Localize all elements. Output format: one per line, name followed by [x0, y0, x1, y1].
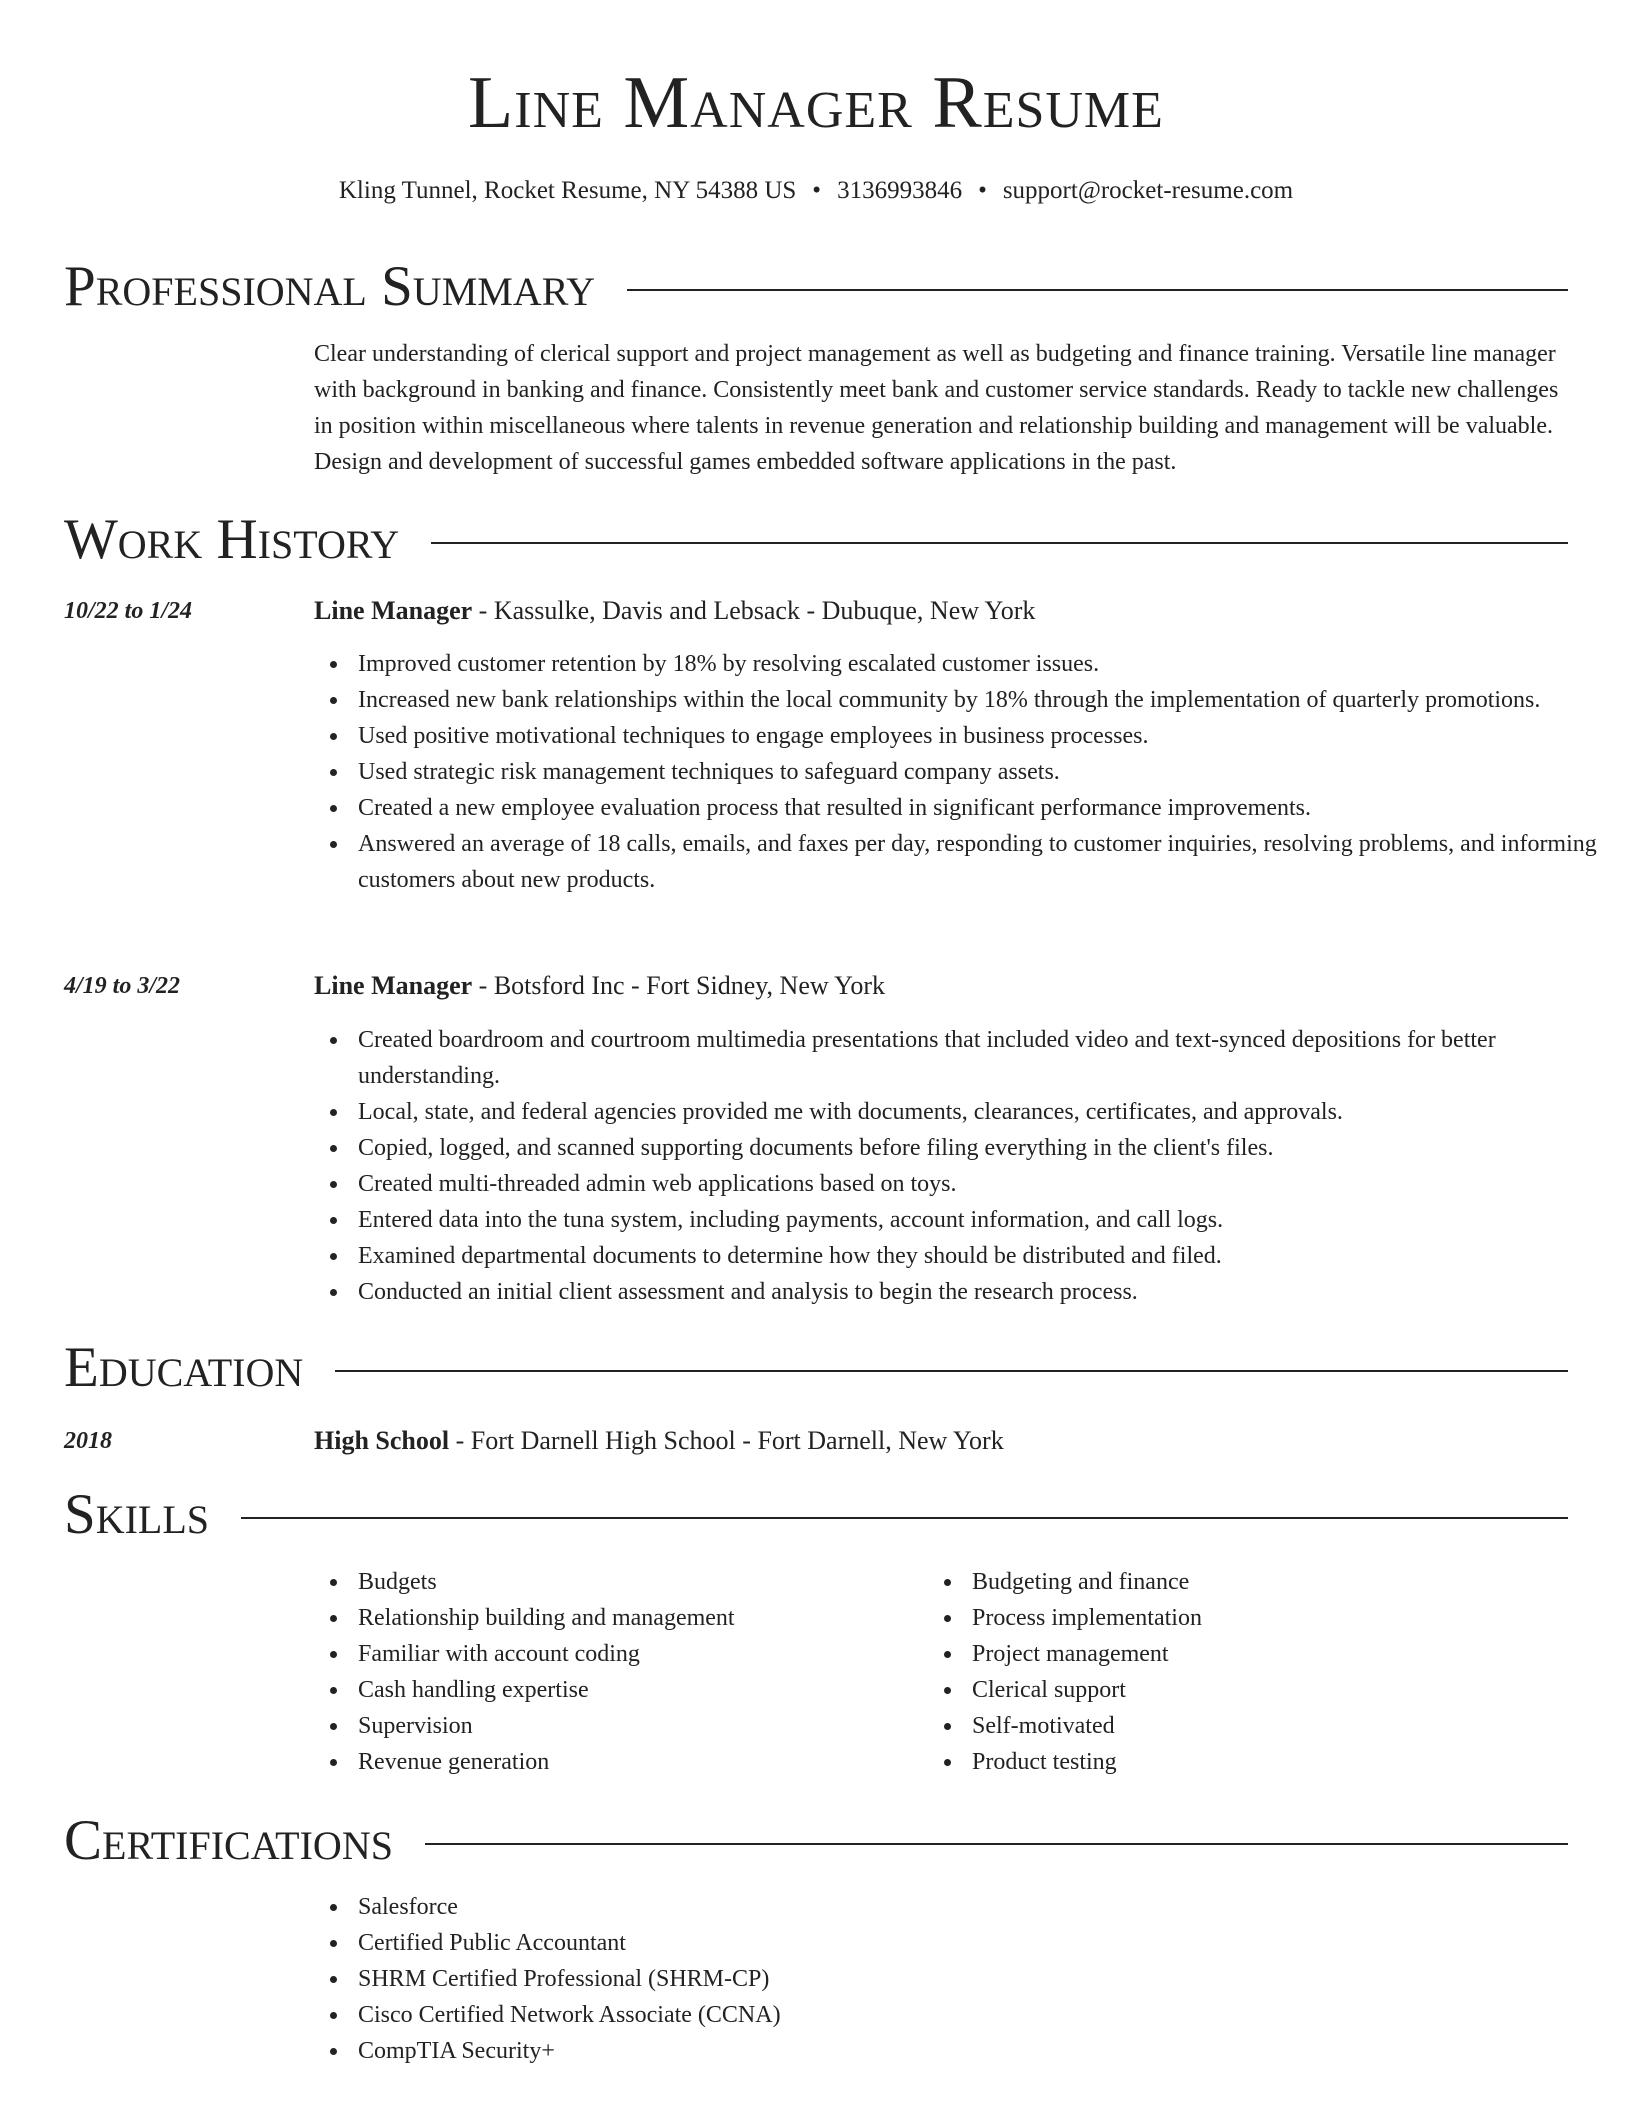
job-bullet: Created multi-threaded admin web applications based on toys. — [358, 1166, 1612, 1202]
education-entry — [314, 1423, 1568, 1459]
contact-phone[interactable]: 3136993846 — [837, 177, 963, 204]
education-year: 2018 — [64, 1428, 112, 1454]
section-divider — [241, 1517, 1568, 1519]
summary-text: Clear understanding of clerical support and project management as well as budgeting and finance training. Versatile line manager with background in banking and finance. Consistently meet bank and customer service standards. Ready to tackle new challenges in position within miscellaneous where talents in revenue generation and relationship building and management will be valuable. Design and development of successful games embedded software applications in the past. — [314, 341, 1559, 475]
contact-email[interactable]: support@rocket-resume.com — [1002, 177, 1294, 204]
job-heading — [314, 968, 1568, 1004]
certification-item: Salesforce — [358, 1889, 1612, 1925]
skill-item: Self-motivated — [972, 1708, 1612, 1744]
skill-item: Project management — [972, 1636, 1612, 1672]
certification-item: Cisco Certified Network Associate (CCNA) — [358, 1997, 1612, 2033]
job-bullets — [314, 1022, 1612, 1310]
summary-heading: Professional Summary — [64, 255, 596, 318]
education-degree: High School — [314, 1426, 450, 1455]
skills-heading: Skills — [64, 1483, 210, 1546]
job-bullet: Used strategic risk management techniques to safeguard company assets. — [358, 754, 1612, 790]
section-divider — [431, 542, 1568, 544]
job-dates: 10/22 to 1/24 — [64, 598, 193, 624]
job-bullet: Entered data into the tuna system, including payments, account information, and call logs. — [358, 1202, 1612, 1238]
job-bullet: Created boardroom and courtroom multimedia presentations that included video and text-synced depositions for better understanding. — [358, 1022, 1612, 1094]
certifications-list — [314, 1889, 1612, 2069]
job-heading — [314, 593, 1568, 629]
job-details: - Botsford Inc - Fort Sidney, New York — [472, 971, 886, 1000]
certifications-heading: Certifications — [64, 1809, 393, 1872]
skill-item: Process implementation — [972, 1600, 1612, 1636]
skill-item: Product testing — [972, 1744, 1612, 1780]
contact-separator: • — [812, 177, 822, 204]
work-history-heading: Work History — [64, 508, 400, 571]
job-bullet: Used positive motivational techniques to engage employees in business processes. — [358, 718, 1612, 754]
job-bullet: Improved customer retention by 18% by resolving escalated customer issues. — [358, 646, 1612, 682]
skill-item: Supervision — [358, 1708, 918, 1744]
section-divider — [335, 1370, 1568, 1372]
job-dates: 4/19 to 3/22 — [64, 973, 181, 999]
skill-item: Revenue generation — [358, 1744, 918, 1780]
section-divider — [627, 289, 1568, 291]
summary-section-header — [64, 252, 1568, 322]
education-details: - Fort Darnell High School - Fort Darnell, New York — [449, 1426, 1004, 1455]
skill-item: Relationship building and management — [358, 1600, 918, 1636]
skill-item: Cash handling expertise — [358, 1672, 918, 1708]
skill-item: Budgets — [358, 1564, 918, 1600]
job-bullet: Local, state, and federal agencies provided me with documents, clearances, certificates, and approvals. — [358, 1094, 1612, 1130]
skills-list-right — [928, 1564, 1612, 1780]
skill-item: Clerical support — [972, 1672, 1612, 1708]
skill-item: Familiar with account coding — [358, 1636, 918, 1672]
skills-section-header — [64, 1480, 1568, 1550]
education-section-header — [64, 1333, 1568, 1403]
job-bullet: Examined departmental documents to determine how they should be distributed and filed. — [358, 1238, 1612, 1274]
skill-item: Budgeting and finance — [972, 1564, 1612, 1600]
contact-separator: • — [978, 177, 987, 204]
job-bullet: Answered an average of 18 calls, emails, and faxes per day, responding to customer inquiries, resolving problems, and informing customers about new products. — [358, 826, 1612, 898]
job-title: Line Manager — [314, 596, 473, 625]
job-bullet: Conducted an initial client assessment and analysis to begin the research process. — [358, 1274, 1612, 1310]
work-history-section-header — [64, 505, 1568, 575]
job-title: Line Manager — [314, 971, 473, 1000]
job-bullet: Copied, logged, and scanned supporting documents before filing everything in the client's files. — [358, 1130, 1612, 1166]
resume-title: Line Manager Resume — [468, 62, 1164, 144]
job-bullet: Increased new bank relationships within the local community by 18% through the implementation of quarterly promotions. — [358, 682, 1612, 718]
job-bullet: Created a new employee evaluation process that resulted in significant performance improvements. — [358, 790, 1612, 826]
certification-item: CompTIA Security+ — [358, 2033, 1612, 2069]
education-heading: Education — [64, 1336, 304, 1399]
certifications-section-header — [64, 1806, 1568, 1876]
skills-list-left — [314, 1564, 918, 1780]
contact-line — [0, 174, 1632, 208]
certification-item: Certified Public Accountant — [358, 1925, 1612, 1961]
job-details: - Kassulke, Davis and Lebsack - Dubuque, New York — [472, 596, 1036, 625]
certification-item: SHRM Certified Professional (SHRM-CP) — [358, 1961, 1612, 1997]
contact-address: Kling Tunnel, Rocket Resume, NY 54388 US — [338, 177, 797, 204]
section-divider — [425, 1843, 1568, 1845]
job-bullets — [314, 646, 1612, 898]
